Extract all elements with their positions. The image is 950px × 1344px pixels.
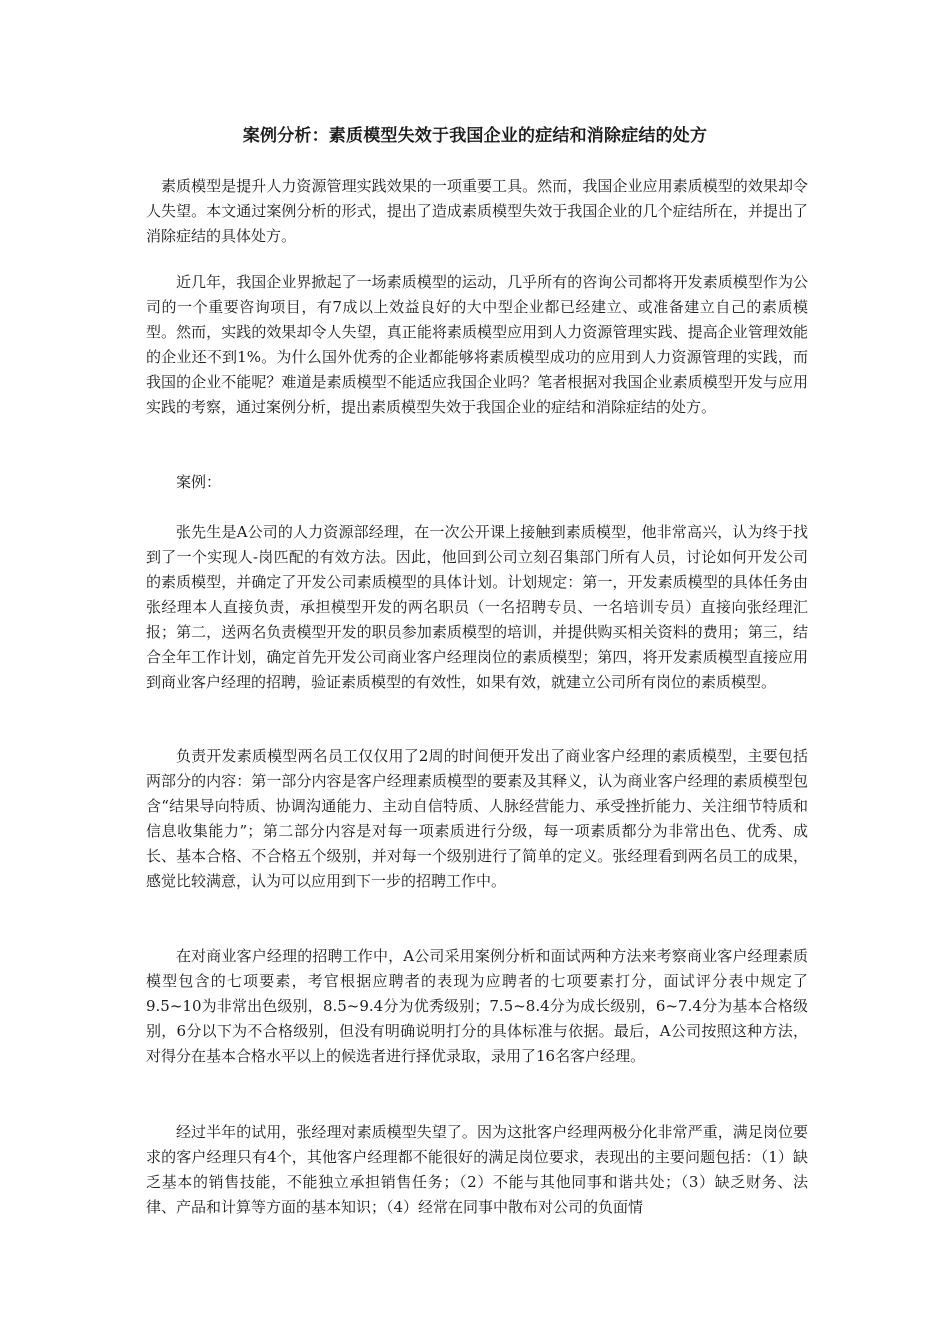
document-title: 案例分析：素质模型失效于我国企业的症结和消除症结的处方 bbox=[242, 126, 708, 146]
paragraph-case-heading: 案例： bbox=[176, 473, 222, 491]
paragraph-model-development: 负责开发素质模型两名员工仅仅用了2周的时间便开发出了商业客户经理的素质模型，主要包括两部分的内容：第一部分内容是客户经理素质模型的要素及其释义，认为商业客户经理的素质模型包含“结果导向特质、协调沟通能力、主动自信特质、人脉经营能力、承受挫折能力、关注细节特质和信息收集能力”；第二部分内容是对每一项素质进行分级，每一项素质都分为非常出色、优秀、成长、基本合格、不合格五个级别，并对每一个级别进行了简单的定义。张经理看到两名员工的成果，感觉比较满意，认为可以应用到下一步的招聘工作中。 bbox=[146, 747, 808, 890]
paragraph-outcome: 经过半年的试用，张经理对素质模型失望了。因为这批客户经理两极分化非常严重，满足岗位要求的客户经理只有4个，其他客户经理都不能很好的满足岗位要求，表现出的主要问题包括：（1）缺乏基本的销售技能，不能独立承担销售任务；（2）不能与其他同事和谐共处；（3）缺乏财务、法律、产品和计算等方面的基本知识；（4）经常在同事中散布对公司的负面情 bbox=[146, 1123, 808, 1216]
paragraph-abstract: 素质模型是提升人力资源管理实践效果的一项重要工具。然而，我国企业应用素质模型的效果却令人失望。本文通过案例分析的形式，提出了造成素质模型失效于我国企业的几个症结所在，并提出了消除症结的具体处方。 bbox=[146, 177, 808, 245]
paragraph-background: 近几年，我国企业界掀起了一场素质模型的运动，几乎所有的咨询公司都将开发素质模型作为公司的一个重要咨询项目，有7成以上效益良好的大中型企业都已经建立、或准备建立自己的素质模型。然而，实践的效果却令人失望，真正能将素质模型应用到人力资源管理实践、提高企业管理效能的企业还不到1%。为什么国外优秀的企业都能够将素质模型成功的应用到人力资源管理的实践，而我国的企业不能呢？难道是素质模型不能适应我国企业吗？笔者根据对我国企业素质模型开发与应用实践的考察，通过案例分析，提出素质模型失效于我国企业的症结和消除症结的处方。 bbox=[146, 273, 808, 416]
paragraph-recruitment: 在对商业客户经理的招聘工作中，A公司采用案例分析和面试两种方法来考察商业客户经理素质模型包含的七项要素，考官根据应聘者的表现为应聘者的七项要素打分，面试评分表中规定了9.5~10为非常出色级别，8.5~9.4分为优秀级别；7.5~8.4分为成长级别，6~7.4分为基本合格级别，6分以下为不合格级别，但没有明确说明打分的具体标准与依据。最后，A公司按照这种方法，对得分在基本合格水平以上的候选者进行择优录取，录用了16名客户经理。 bbox=[146, 947, 808, 1065]
paragraph-case-plan: 张先生是A公司的人力资源部经理，在一次公开课上接触到素质模型，他非常高兴，认为终于找到了一个实现人-岗匹配的有效方法。因此，他回到公司立刻召集部门所有人员，讨论如何开发公司的素质模型，并确定了开发公司素质模型的具体计划。计划规定：第一，开发素质模型的具体任务由张经理本人直接负责，承担模型开发的两名职员（一名招聘专员、一名培训专员）直接向张经理汇报；第二，送两名负责模型开发的职员参加素质模型的培训，并提供购买相关资料的费用；第三，结合全年工作计划，确定首先开发公司商业客户经理岗位的素质模型；第四，将开发素质模型直接应用到商业客户经理的招聘，验证素质模型的有效性，如果有效，就建立公司所有岗位的素质模型。 bbox=[146, 523, 808, 691]
